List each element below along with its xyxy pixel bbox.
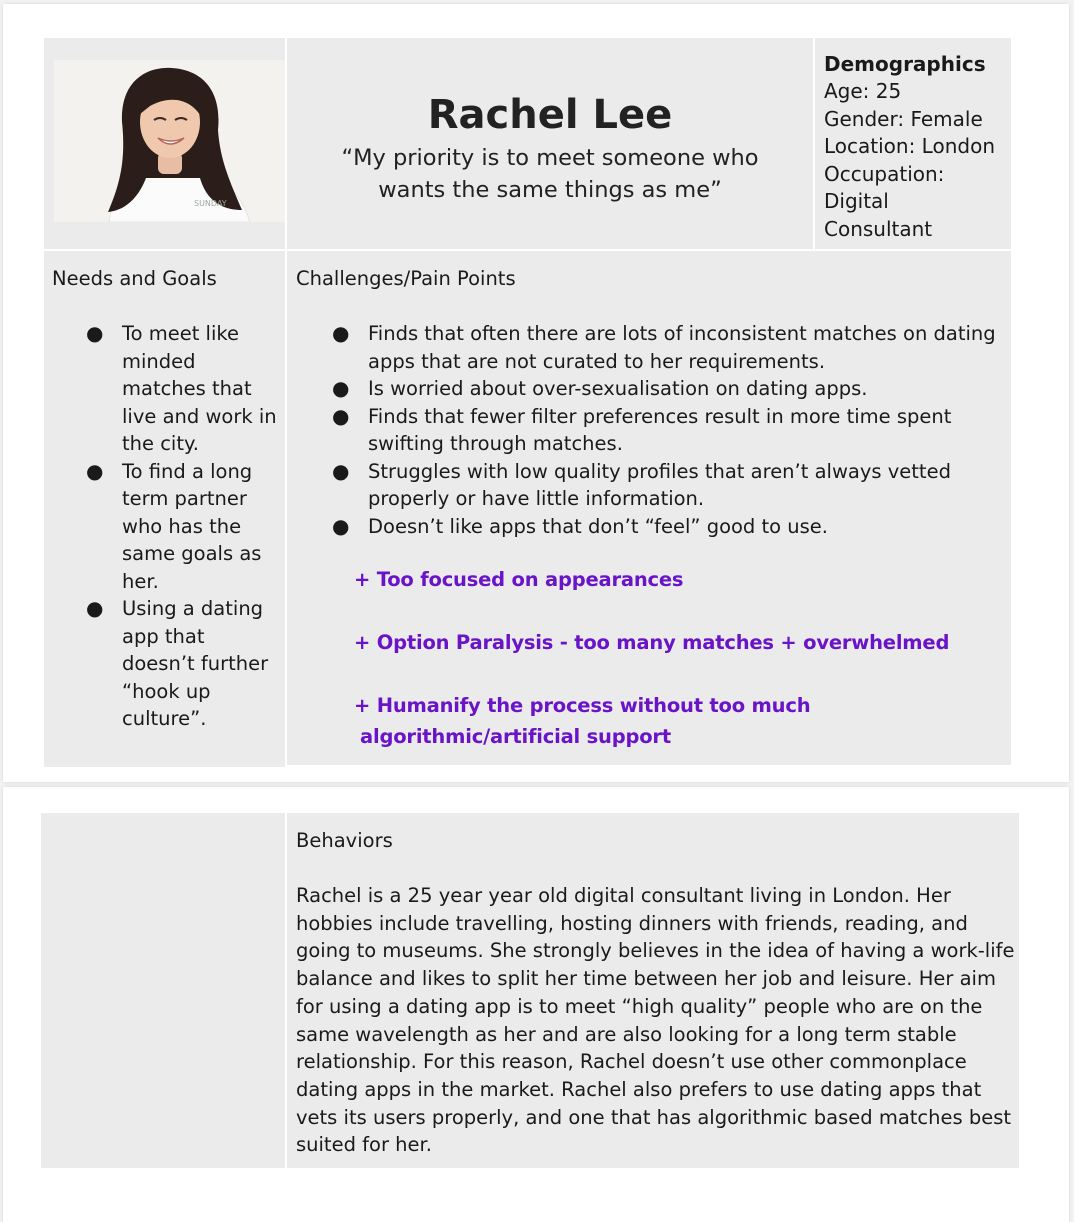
persona-page-2 bbox=[3, 787, 1069, 1222]
behaviors-title: Behaviors bbox=[296, 829, 393, 852]
list-item: ● Finds that fewer filter preferences result in more time spent swifting through matches. bbox=[332, 403, 952, 455]
photo-cell bbox=[44, 38, 285, 249]
list-item: ● Is worried about over-sexualisation on dating apps. bbox=[368, 375, 1008, 403]
list-item: ● Finds that often there are lots of inconsistent matches on dating apps that are not curated to her requirements. bbox=[332, 321, 996, 373]
note-appearances: + Too focused on appearances bbox=[354, 568, 684, 591]
bullet-icon: ● bbox=[86, 596, 104, 620]
persona-name: Rachel Lee bbox=[427, 92, 673, 138]
bullet-icon: ● bbox=[332, 513, 350, 538]
list-item: ● To meet like minded matches that live and work in the city. bbox=[86, 321, 277, 455]
demographics-occupation-1: Digital bbox=[824, 189, 889, 213]
demographics-age: Age: 25 bbox=[824, 79, 902, 103]
challenges-list bbox=[332, 320, 1008, 540]
challenges-cell bbox=[287, 251, 1011, 765]
name-cell bbox=[287, 38, 813, 249]
demographics-occupation-2: Consultant bbox=[824, 216, 933, 241]
demographics-occupation-label: Occupation: bbox=[824, 161, 945, 186]
bullet-icon: ● bbox=[86, 321, 104, 345]
challenges-title: Challenges/Pain Points bbox=[296, 267, 516, 290]
persona-quote: “My priority is to meet someone who wants the same things as me” bbox=[341, 145, 759, 203]
bullet-icon: ● bbox=[332, 376, 350, 400]
behaviors-cell bbox=[287, 813, 1019, 1168]
demographics-cell bbox=[815, 38, 1011, 249]
note-humanify-cont: algorithmic/artificial support bbox=[360, 725, 671, 748]
note-option-paralysis: + Option Paralysis - too many matches + overwhelmed bbox=[354, 631, 950, 654]
bullet-icon: ● bbox=[332, 321, 350, 345]
bullet-icon: ● bbox=[332, 458, 350, 483]
demographics-location: Location: London bbox=[824, 134, 995, 158]
list-item: ● Struggles with low quality profiles that aren’t always vetted properly or have little information. bbox=[332, 458, 951, 510]
bullet-icon: ● bbox=[86, 458, 104, 483]
behaviors-text: Rachel is a 25 year year old digital consultant living in London. Her hobbies include travelling, hosting dinners with friends, reading, and going to museums. She strongly believes in the idea of having a work-life balance and likes to split her time between her job and leisure. Her aim for using a dating app is to meet “high quality” people who are on the same wavelength as her and are also looking for a long term stable relationship. For this reason, Rachel doesn’t use other commonplace dating apps in the market. Rachel also prefers to use dating apps that vets its users properly, and one that has algorithmic based matches best suited for her. bbox=[296, 884, 1015, 1157]
demographics-title: Demographics bbox=[824, 52, 986, 76]
note-humanify: + Humanify the process without too much bbox=[354, 694, 811, 717]
needs-goals-list bbox=[86, 320, 282, 733]
svg-text:SUNDAY: SUNDAY bbox=[194, 199, 227, 208]
needs-goals-title: Needs and Goals bbox=[52, 267, 217, 290]
demographics-gender: Gender: Female bbox=[824, 106, 983, 131]
list-item: ● Using a dating app that doesn’t further “hook up culture”. bbox=[86, 596, 269, 730]
persona-photo bbox=[54, 60, 285, 222]
needs-goals-cell bbox=[44, 251, 285, 767]
persona-page-1 bbox=[3, 4, 1069, 782]
list-item: ● Doesn’t like apps that don’t “feel” good to use. bbox=[368, 513, 1008, 541]
list-item: ● To find a long term partner who has the same goals as her. bbox=[86, 458, 262, 593]
bullet-icon: ● bbox=[332, 403, 350, 428]
empty-cell bbox=[41, 813, 285, 1168]
